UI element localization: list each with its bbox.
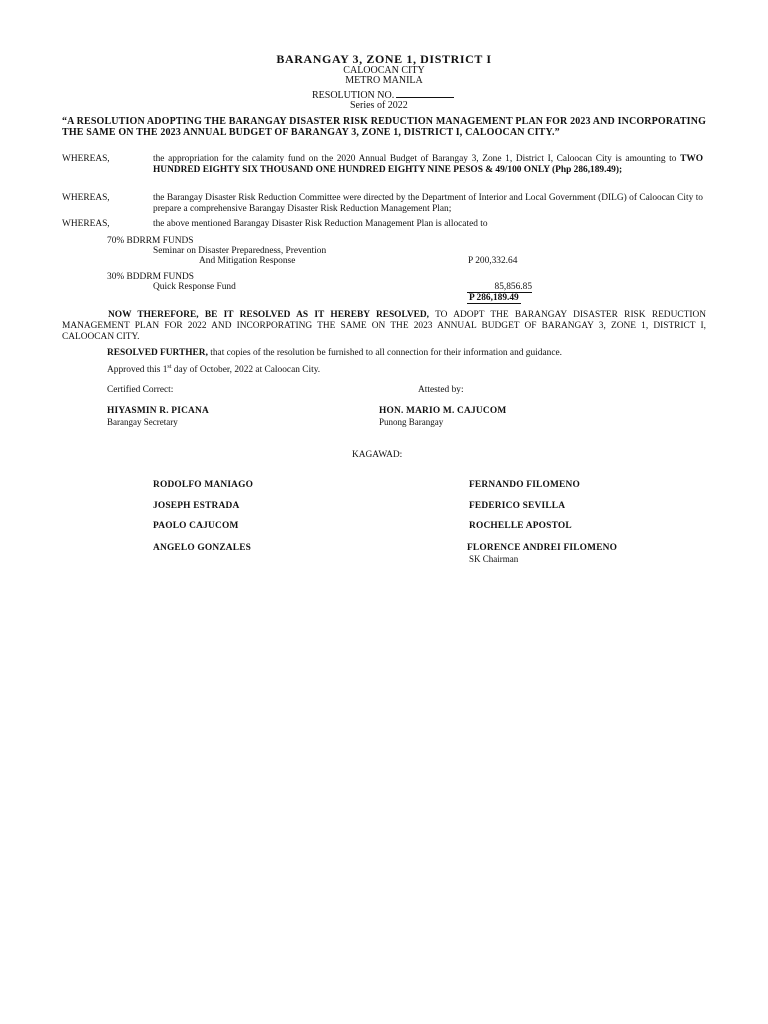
approved-line	[107, 364, 320, 375]
approved-sup: st	[167, 364, 172, 370]
fund-total-value: P 286,189.49	[469, 293, 519, 303]
fund-70-amount: P 200,332.64	[468, 256, 518, 266]
kagawad-name: JOSEPH ESTRADA	[153, 501, 240, 511]
series-year: Series of 2022	[350, 100, 408, 111]
resolved-text: TO ADOPT THE BARANGAY DISASTER RISK REDUCTION MANAGEMENT PLAN FOR 2022 AND INCORPORATING THE SAME ON THE 2023 ANNUAL BUDGET OF BARANGAY 3, ZONE 1, DISTRICT I, CALOOCAN CITY.	[62, 310, 706, 342]
city-heading: CALOOCAN CITY	[343, 65, 425, 76]
resolved-further-text: that copies of the resolution be furnished to all connection for their information and guidance.	[210, 348, 562, 358]
resolution-title: “A RESOLUTION ADOPTING THE BARANGAY DISASTER RISK REDUCTION MANAGEMENT PLAN FOR 2023 AND INCORPORATING THE SAME ON THE 2023 ANNUAL BUDGET OF BARANGAY 3, ZONE 1, DISTRICT I, CALOOCAN CITY.”	[62, 116, 706, 138]
kagawad-name: RODOLFO MANIAGO	[153, 480, 254, 490]
approved-pre: Approved this 1	[107, 365, 168, 376]
resolved-further-lead: RESOLVED FURTHER,	[107, 348, 208, 358]
whereas-amount-1: TWO HUNDRED EIGHTY SIX THOUSAND ONE HUNDRED EIGHTY NINE PESOS & 49/100 ONLY (Php 286,189.49);	[153, 154, 703, 175]
fund-30-amount: 85,856.85	[468, 282, 532, 293]
sk-chairman-role: SK Chairman	[469, 554, 519, 564]
barangay-heading: BARANGAY 3, ZONE 1, DISTRICT I	[276, 52, 492, 66]
region-heading: METRO MANILA	[345, 75, 423, 86]
whereas-label-1: WHEREAS,	[62, 154, 110, 164]
kagawad-label: KAGAWAD:	[352, 450, 403, 460]
secretary-name: HIYASMIN R. PICANA	[107, 406, 209, 416]
captain-role: Punong Barangay	[379, 417, 444, 427]
whereas-text-1: the appropriation for the calamity fund on the 2020 Annual Budget of Barangay 3, Zone 1, District I, Caloocan City is amounting to	[153, 154, 677, 164]
resolution-number-blank	[396, 89, 454, 98]
fund-30-label: 30% BDDRM FUNDS	[107, 272, 194, 282]
kagawad-name: FLORENCE ANDREI FILOMENO	[467, 543, 618, 553]
whereas-label-3: WHEREAS,	[62, 219, 110, 229]
whereas-label-2: WHEREAS,	[62, 193, 110, 203]
fund-70-label: 70% BDRRM FUNDS	[107, 236, 194, 246]
fund-70-item-line1: Seminar on Disaster Preparedness, Prevention	[153, 246, 327, 256]
captain-name: HON. MARIO M. CAJUCOM	[379, 406, 507, 416]
kagawad-name: FERNANDO FILOMENO	[469, 480, 580, 490]
fund-total	[467, 293, 521, 303]
kagawad-name: FEDERICO SEVILLA	[469, 501, 566, 511]
whereas-clause-3: the above mentioned Barangay Disaster Risk Reduction Management Plan is allocated to	[153, 219, 488, 229]
resolved-clause	[62, 310, 706, 343]
resolution-number-label: RESOLUTION NO.	[312, 90, 395, 101]
secretary-role: Barangay Secretary	[107, 417, 178, 427]
whereas-clause-2: the Barangay Disaster Risk Reduction Committee were directed by the Department of Interior and Local Government (DILG) of Caloocan City to prepare a comprehensive Barangay Disaster Risk Reduction Management Plan;	[153, 193, 703, 214]
kagawad-name: ROCHELLE APOSTOL	[469, 521, 572, 531]
certified-correct-label: Certified Correct:	[107, 385, 174, 395]
fund-70-item-line2: And Mitigation Response	[199, 256, 296, 266]
resolved-further-clause	[107, 348, 707, 359]
approved-post: day of October, 2022 at Caloocan City.	[171, 365, 321, 376]
attested-by-label: Attested by:	[418, 385, 464, 395]
resolved-lead: NOW THEREFORE, BE IT RESOLVED AS IT HEREBY RESOLVED,	[108, 310, 429, 320]
whereas-clause-1	[153, 154, 703, 176]
kagawad-name: ANGELO GONZALES	[153, 543, 252, 553]
kagawad-name: PAOLO CAJUCOM	[153, 521, 239, 531]
fund-30-item: Quick Response Fund	[153, 282, 236, 292]
